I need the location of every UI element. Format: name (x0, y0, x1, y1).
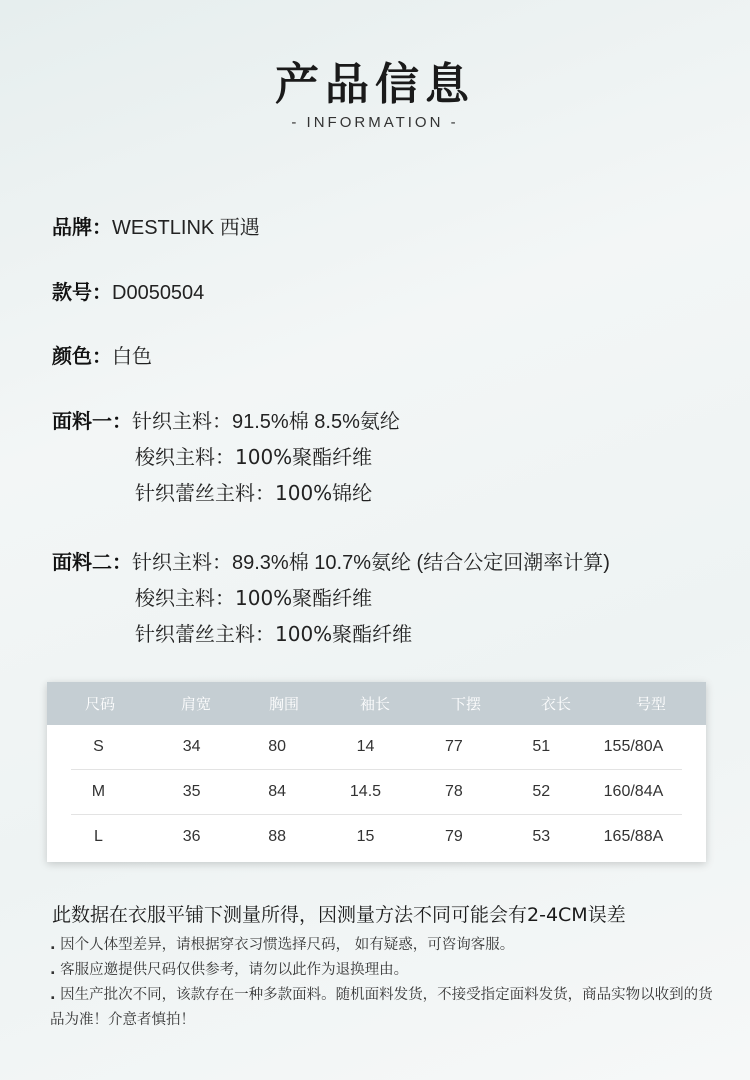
page-subtitle: - INFORMATION - (291, 114, 459, 131)
brand-value: WESTLINK 西遇 (112, 217, 260, 239)
fabric2-row (52, 546, 610, 575)
table-cell: 51 (532, 738, 551, 755)
table-cell: 84 (268, 783, 287, 800)
brand-row (52, 211, 260, 240)
table-cell: 14 (356, 738, 375, 755)
header-cell-chest: 胸围 (268, 695, 299, 713)
table-cell: M (91, 783, 106, 800)
note-text: 因生产批次不同，该款存在一种多款面料。随机面料发货，不接受指定面料发货，商品实物以收到的货品为准！介意者慎拍！ (50, 987, 713, 1028)
table-cell: 35 (182, 783, 201, 800)
fabric1-label: 面料一： (52, 409, 132, 433)
table-cell: 79 (444, 828, 463, 845)
color-row (52, 340, 152, 369)
brand-label: 品牌： (52, 215, 112, 239)
size-table (47, 682, 706, 862)
table-cell: 52 (532, 783, 551, 800)
header-cell-shoulder: 肩宽 (180, 695, 211, 713)
table-cell: 15 (356, 828, 375, 845)
note-bullet: . (50, 987, 56, 1003)
table-row (71, 725, 682, 770)
table-cell: 14.5 (349, 783, 382, 800)
table-cell: 53 (532, 828, 551, 845)
header-cell-fit: 号型 (635, 695, 666, 713)
fabric2-label: 面料二： (52, 550, 132, 574)
table-cell: 34 (182, 738, 201, 755)
table-cell: 155/80A (603, 738, 664, 755)
style-no-value: D0050504 (112, 282, 205, 304)
style-no-label: 款号： (52, 280, 112, 304)
table-cell: 88 (268, 828, 287, 845)
page-title: 产品信息 (275, 59, 475, 110)
table-cell: 80 (268, 738, 287, 755)
table-cell: 77 (444, 738, 463, 755)
table-cell: 165/88A (603, 828, 664, 845)
note-item (50, 983, 715, 1033)
fabric1-row (52, 405, 400, 434)
fabric1-line: 针织主料：91.5%棉 8.5%氨纶 (132, 411, 400, 433)
fabric1-line: 针织蕾丝主料：100%锦纶 (135, 481, 373, 505)
style-no-row (52, 276, 204, 305)
table-cell: 36 (182, 828, 201, 845)
note-item (50, 958, 715, 983)
size-table-header (47, 682, 706, 725)
header-cell-length: 衣长 (540, 695, 571, 713)
header-cell-hem: 下摆 (450, 695, 481, 713)
note-text: 因个人体型差异，请根据穿衣习惯选择尺码， 如有疑惑，可咨询客服。 (60, 937, 515, 953)
header-cell-size: 尺码 (84, 695, 115, 713)
fabric2-line: 针织主料：89.3%棉 10.7%氨纶 (结合公定回潮率计算) (132, 552, 610, 574)
table-cell: 160/84A (603, 783, 664, 800)
color-value: 白色 (112, 346, 152, 368)
table-cell: S (93, 738, 104, 755)
table-row (71, 770, 682, 815)
fabric2-line: 梭织主料：100%聚酯纤维 (135, 586, 373, 610)
note-bullet: . (50, 937, 56, 953)
header-cell-sleeve: 袖长 (359, 695, 390, 713)
color-label: 颜色： (52, 344, 112, 368)
fabric1-line: 梭织主料：100%聚酯纤维 (135, 445, 373, 469)
note-text: 客服应邀提供尺码仅供参考，请勿以此作为退换理由。 (60, 962, 409, 978)
note-item (50, 933, 715, 958)
table-row (71, 815, 682, 859)
table-cell: L (94, 828, 103, 845)
measurement-note: 此数据在衣服平铺下测量所得，因测量方法不同可能会有2-4CM误差 (52, 904, 626, 926)
fabric2-line: 针织蕾丝主料：100%聚酯纤维 (135, 622, 413, 646)
table-cell: 78 (444, 783, 463, 800)
note-bullet: . (50, 962, 56, 978)
